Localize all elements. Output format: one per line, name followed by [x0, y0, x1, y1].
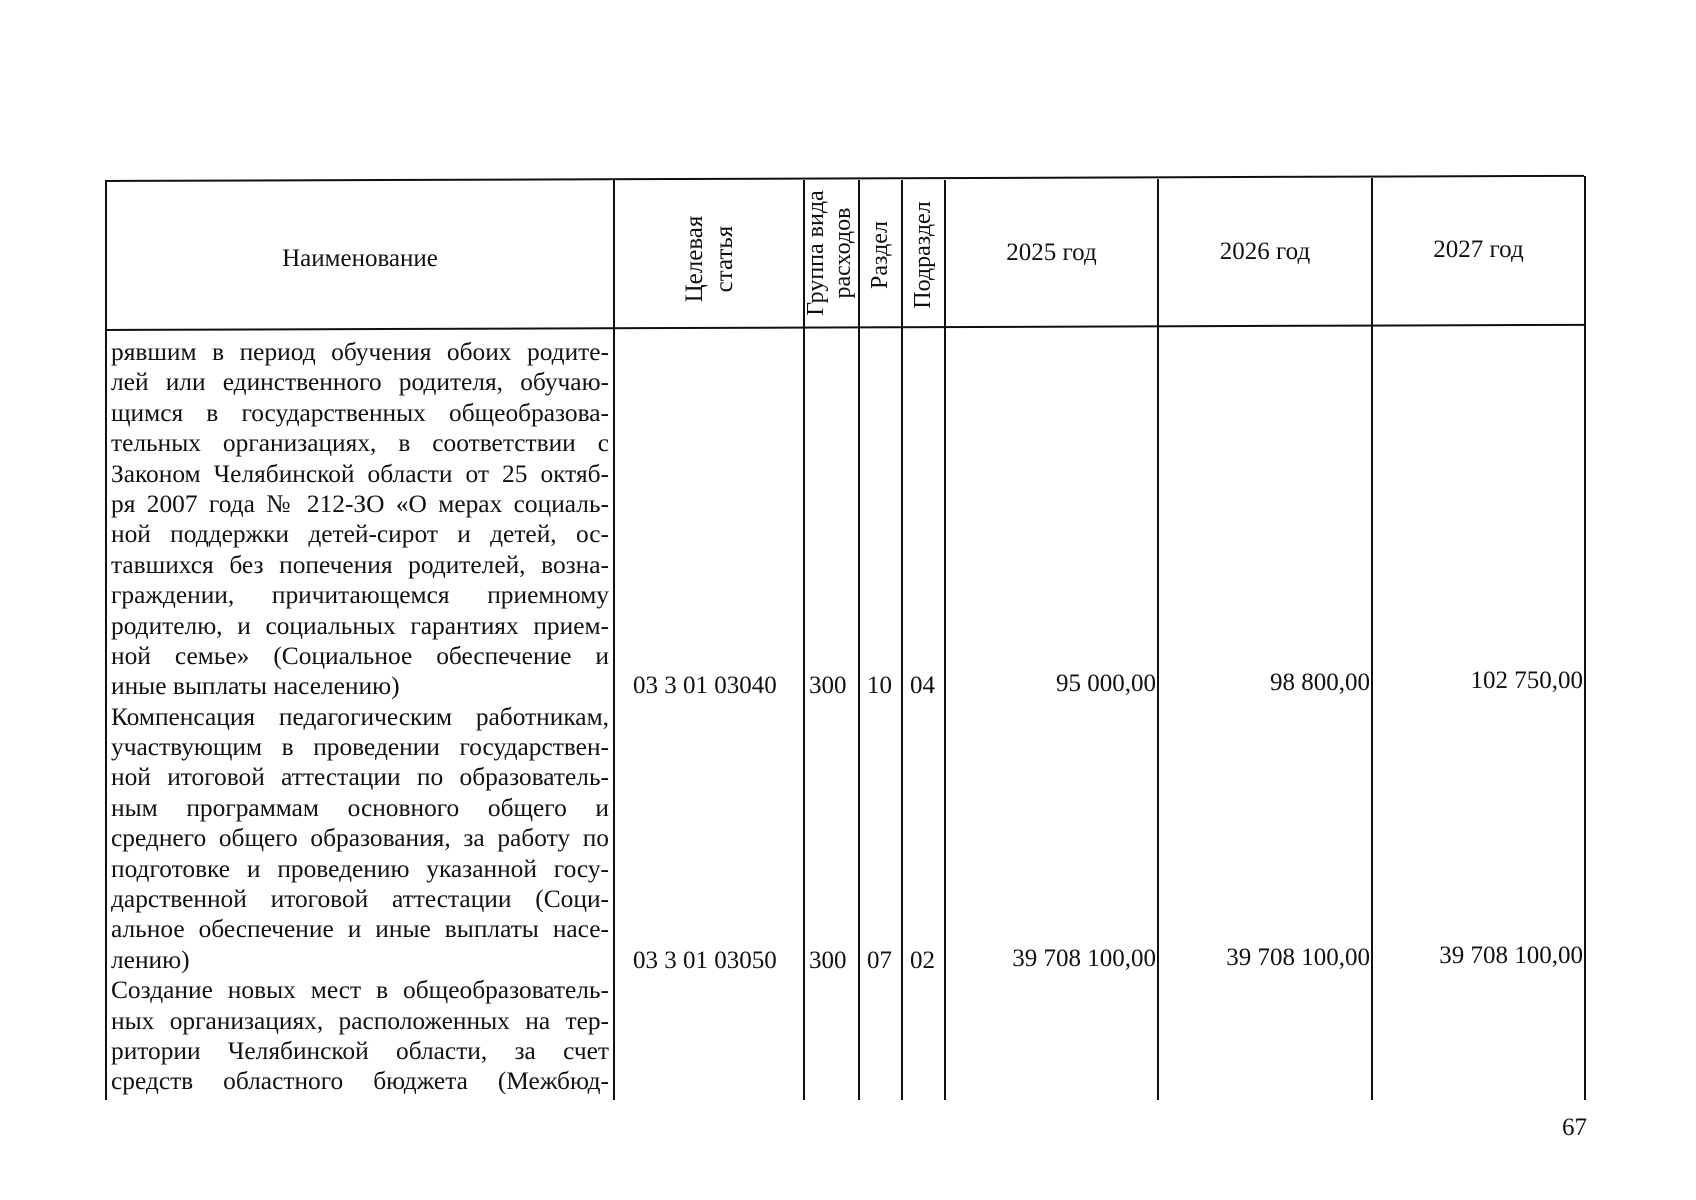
row-1-line-2: лей или единственного родителя, обучаю- — [111, 368, 609, 397]
row-1-line-10: родителю, и социальных гарантиях прием- — [111, 611, 609, 640]
row-1-line-1: рявшим в период обучения обоих родите- — [111, 338, 609, 366]
header-expense-group-line2: расходов — [830, 207, 856, 299]
header-name: Наименование — [282, 245, 438, 272]
row-2-y2027: 39 708 100,00 — [1439, 942, 1583, 969]
row-1-y2025: 95 000,00 — [1056, 670, 1156, 697]
row-2-line-9: лению) — [111, 945, 190, 974]
header-year-2026: 2026 год — [1219, 238, 1311, 265]
row-1-section: 10 — [867, 672, 892, 699]
row-1-line-4: тельных организациях, в соответствии с — [111, 429, 609, 458]
header-year-2027: 2027 год — [1433, 236, 1524, 263]
row-3-line-3: ритории Челябинской области, за счет — [111, 1036, 609, 1065]
row-1-y2027: 102 750,00 — [1470, 667, 1583, 694]
row-1-line-12: иные выплаты населению) — [111, 672, 400, 701]
row-2-line-8: альное обеспечение и иные выплаты насе- — [111, 915, 609, 944]
row-2-y2026: 39 708 100,00 — [1226, 944, 1370, 971]
row-1-line-8: тавшихся без попечения родителей, возна- — [111, 550, 609, 579]
row-2-line-4: ным программам основного общего и — [111, 793, 609, 822]
row-1-line-3: щимся в государственных общеобразова- — [111, 398, 609, 427]
row-3-line-2: ных организациях, расположенных на тер- — [111, 1006, 609, 1035]
row-1-line-6: ря 2007 года № 212-ЗО «О мерах социаль- — [111, 489, 609, 518]
row-1-y2026: 98 800,00 — [1270, 669, 1370, 696]
row-1-line-5: Законом Челябинской области от 25 октяб- — [111, 459, 609, 488]
header-year-2025: 2025 год — [1006, 239, 1097, 266]
header-expense-group — [803, 165, 857, 341]
table-right-border — [1584, 176, 1586, 1100]
row-1-name — [111, 337, 609, 1097]
row-2-line-2: участвующим в проведении государствен- — [111, 733, 609, 762]
row-1-line-11: ной семье» (Социальное обеспечение и — [111, 641, 609, 670]
col-divider-section — [858, 180, 860, 1100]
header-expense-group-line1: Группа вида — [803, 190, 829, 316]
row-2-target: 03 3 01 03050 — [633, 947, 777, 974]
col-divider-subsection — [901, 180, 903, 1100]
row-1-group: 300 — [809, 672, 847, 699]
table-left-border — [105, 181, 107, 1100]
row-3-line-4: средств областного бюджета (Межбюд- — [111, 1067, 609, 1096]
header-target-article-line1: Целевая — [681, 215, 708, 303]
header-subsection: Подраздел — [910, 201, 936, 309]
row-2-y2025: 39 708 100,00 — [1012, 945, 1156, 972]
row-2-line-7: дарственной итоговой аттестации (Соци- — [111, 885, 609, 914]
row-2-section: 07 — [867, 947, 892, 974]
row-2-line-5: среднего общего образования, за работу по — [111, 824, 609, 853]
col-divider-target — [613, 180, 615, 1100]
row-2-line-1: Компенсация педагогическим работникам, — [111, 702, 609, 731]
row-3-line-1: Создание новых мест в общеобразователь- — [111, 976, 609, 1005]
row-1-target: 03 3 01 03040 — [633, 672, 777, 699]
row-2-group: 300 — [809, 947, 847, 974]
row-2-line-6: подготовке и проведению указанной госу- — [111, 854, 609, 883]
row-1-line-9: граждении, причитающемся приемному — [111, 581, 609, 610]
row-2-subsection: 02 — [910, 947, 935, 974]
page-number: 67 — [1562, 1114, 1587, 1141]
row-2-line-3: ной итоговой аттестации по образователь- — [111, 763, 609, 792]
row-1-line-7: ной поддержки детей-сирот и детей, ос- — [111, 520, 609, 549]
header-target-article — [680, 159, 740, 359]
row-1-subsection: 04 — [910, 672, 935, 699]
header-target-article-line2: статья — [711, 225, 738, 293]
header-section: Раздел — [867, 221, 893, 289]
